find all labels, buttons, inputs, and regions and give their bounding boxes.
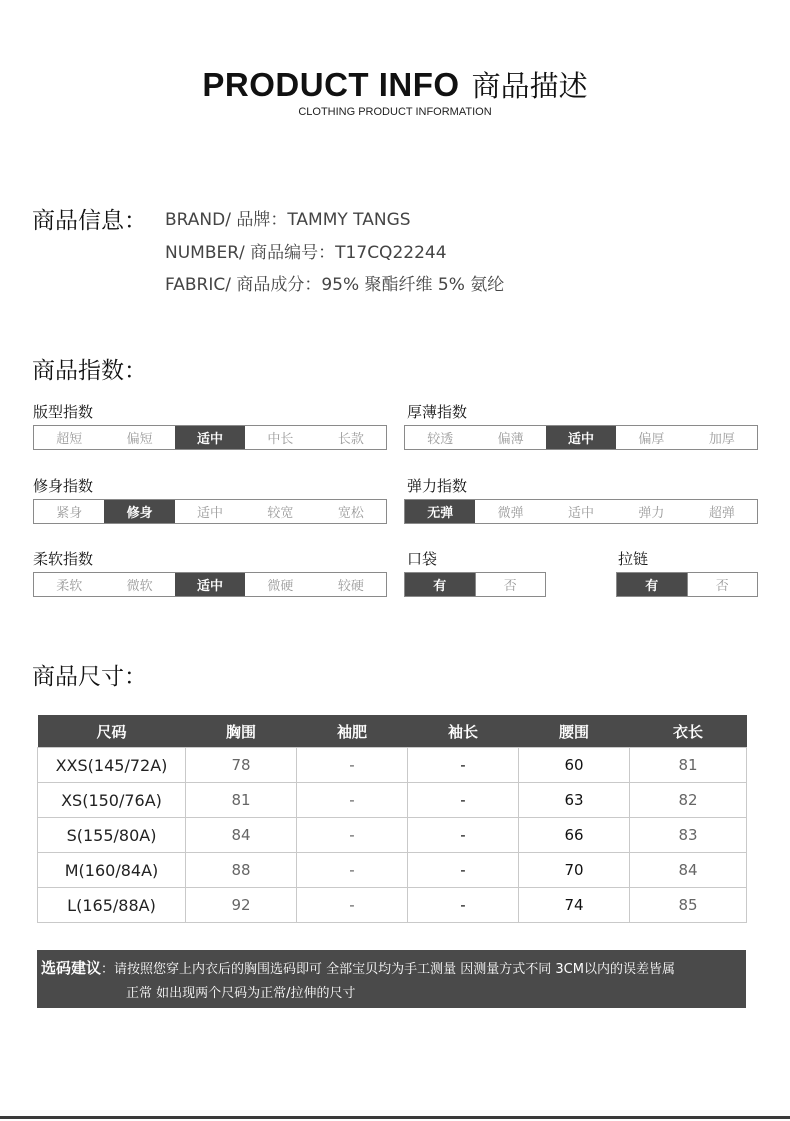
info-brand: BRAND/ 品牌：TAMMY TANGS <box>165 210 411 230</box>
slim-option: 宽松 <box>337 506 364 521</box>
thickness-option: 较透 <box>427 432 454 447</box>
size-table-column-header: 衣长 <box>630 715 747 748</box>
sizes-heading: 商品尺寸： <box>32 664 147 690</box>
size-table-column-header: 袖长 <box>408 715 519 748</box>
elasticity-index-label: 弹力指数 <box>407 477 468 495</box>
slim-option: 较宽 <box>267 506 294 521</box>
size-table-header-row <box>38 715 747 748</box>
softness-option: 微软 <box>126 579 153 594</box>
page-title <box>0 64 790 105</box>
measurement-cell: 85 <box>630 888 747 923</box>
measurement-cell: - <box>297 888 408 923</box>
measurement-cell: - <box>408 748 519 783</box>
measurement-cell: 83 <box>630 818 747 853</box>
size-table <box>37 715 747 923</box>
page-subtitle: CLOTHING PRODUCT INFORMATION <box>298 106 492 118</box>
table-row <box>38 783 747 818</box>
measurement-cell: 88 <box>186 853 297 888</box>
measurement-cell: 92 <box>186 888 297 923</box>
thickness-option: 偏厚 <box>638 432 665 447</box>
size-cell: L(165/88A) <box>38 888 186 923</box>
zipper-option: 有 <box>617 573 687 596</box>
elasticity-option: 适中 <box>568 506 595 521</box>
measurement-cell: 82 <box>630 783 747 818</box>
title-en: PRODUCT INFO <box>202 66 460 103</box>
slim-option: 紧身 <box>56 506 83 521</box>
elasticity-option: 无弹 <box>405 500 475 523</box>
elasticity-index-scale <box>404 499 758 524</box>
measurement-cell: 63 <box>519 783 630 818</box>
measurement-cell: 66 <box>519 818 630 853</box>
pocket-label: 口袋 <box>407 550 438 568</box>
measurement-cell: 81 <box>630 748 747 783</box>
indices-heading: 商品指数： <box>32 358 147 384</box>
softness-option: 微硬 <box>267 579 294 594</box>
fit-option: 适中 <box>175 426 245 449</box>
pocket-option: 否 <box>475 573 546 596</box>
elasticity-option: 超弹 <box>708 506 735 521</box>
thickness-option: 适中 <box>546 426 616 449</box>
info-number: NUMBER/ 商品编号：T17CQ22244 <box>165 243 447 263</box>
measurement-cell: - <box>408 853 519 888</box>
measurement-cell: - <box>408 818 519 853</box>
size-cell: M(160/84A) <box>38 853 186 888</box>
elasticity-option: 弹力 <box>638 506 665 521</box>
measurement-cell: 60 <box>519 748 630 783</box>
fit-option: 中长 <box>267 432 294 447</box>
measurement-cell: 74 <box>519 888 630 923</box>
size-table-column-header: 袖肥 <box>297 715 408 748</box>
size-cell: S(155/80A) <box>38 818 186 853</box>
info-heading: 商品信息： <box>32 208 147 234</box>
thickness-index-label: 厚薄指数 <box>407 403 468 421</box>
table-row <box>38 818 747 853</box>
size-table-column-header: 胸围 <box>186 715 297 748</box>
zipper-label: 拉链 <box>618 550 649 568</box>
softness-option: 柔软 <box>56 579 83 594</box>
measurement-cell: - <box>408 888 519 923</box>
zipper-option: 否 <box>687 573 758 596</box>
zipper-scale <box>616 572 758 597</box>
size-cell: XXS(145/72A) <box>38 748 186 783</box>
size-advice-label: 选码建议 <box>41 959 102 977</box>
measurement-cell: - <box>297 853 408 888</box>
softness-option: 较硬 <box>337 579 364 594</box>
measurement-cell: 70 <box>519 853 630 888</box>
slim-index-label: 修身指数 <box>33 477 94 495</box>
fit-index-label: 版型指数 <box>33 403 94 421</box>
size-advice-line1: ：请按照您穿上内衣后的胸围选码即可 全部宝贝均为手工测量 因测量方式不同 3CM以内的误差皆属 <box>101 962 675 977</box>
measurement-cell: - <box>297 783 408 818</box>
thickness-option: 偏薄 <box>497 432 524 447</box>
softness-option: 适中 <box>175 573 245 596</box>
measurement-cell: 78 <box>186 748 297 783</box>
measurement-cell: - <box>297 748 408 783</box>
pocket-option: 有 <box>405 573 475 596</box>
fit-option: 偏短 <box>126 432 153 447</box>
thickness-option: 加厚 <box>708 432 735 447</box>
measurement-cell: 84 <box>630 853 747 888</box>
slim-index-scale <box>33 499 387 524</box>
pocket-scale <box>404 572 546 597</box>
size-advice-line2: 正常 如出现两个尺码为正常/拉伸的尺寸 <box>126 986 356 1001</box>
size-cell: XS(150/76A) <box>38 783 186 818</box>
table-row <box>38 748 747 783</box>
elasticity-option: 微弹 <box>497 506 524 521</box>
title-cn: 商品描述 <box>471 69 588 103</box>
table-row <box>38 853 747 888</box>
size-advice-box <box>37 950 746 1008</box>
slim-option: 适中 <box>197 506 224 521</box>
size-table-column-header: 腰围 <box>519 715 630 748</box>
thickness-index-scale <box>404 425 758 450</box>
bottom-divider <box>0 1116 790 1119</box>
softness-index-label: 柔软指数 <box>33 550 94 568</box>
fit-option: 长款 <box>337 432 364 447</box>
measurement-cell: 81 <box>186 783 297 818</box>
info-fabric: FABRIC/ 商品成分：95% 聚酯纤维 5% 氨纶 <box>165 275 505 295</box>
table-row <box>38 888 747 923</box>
measurement-cell: 84 <box>186 818 297 853</box>
fit-index-scale <box>33 425 387 450</box>
measurement-cell: - <box>297 818 408 853</box>
slim-option: 修身 <box>104 500 174 523</box>
measurement-cell: - <box>408 783 519 818</box>
softness-index-scale <box>33 572 387 597</box>
fit-option: 超短 <box>56 432 83 447</box>
size-table-column-header: 尺码 <box>38 715 186 748</box>
